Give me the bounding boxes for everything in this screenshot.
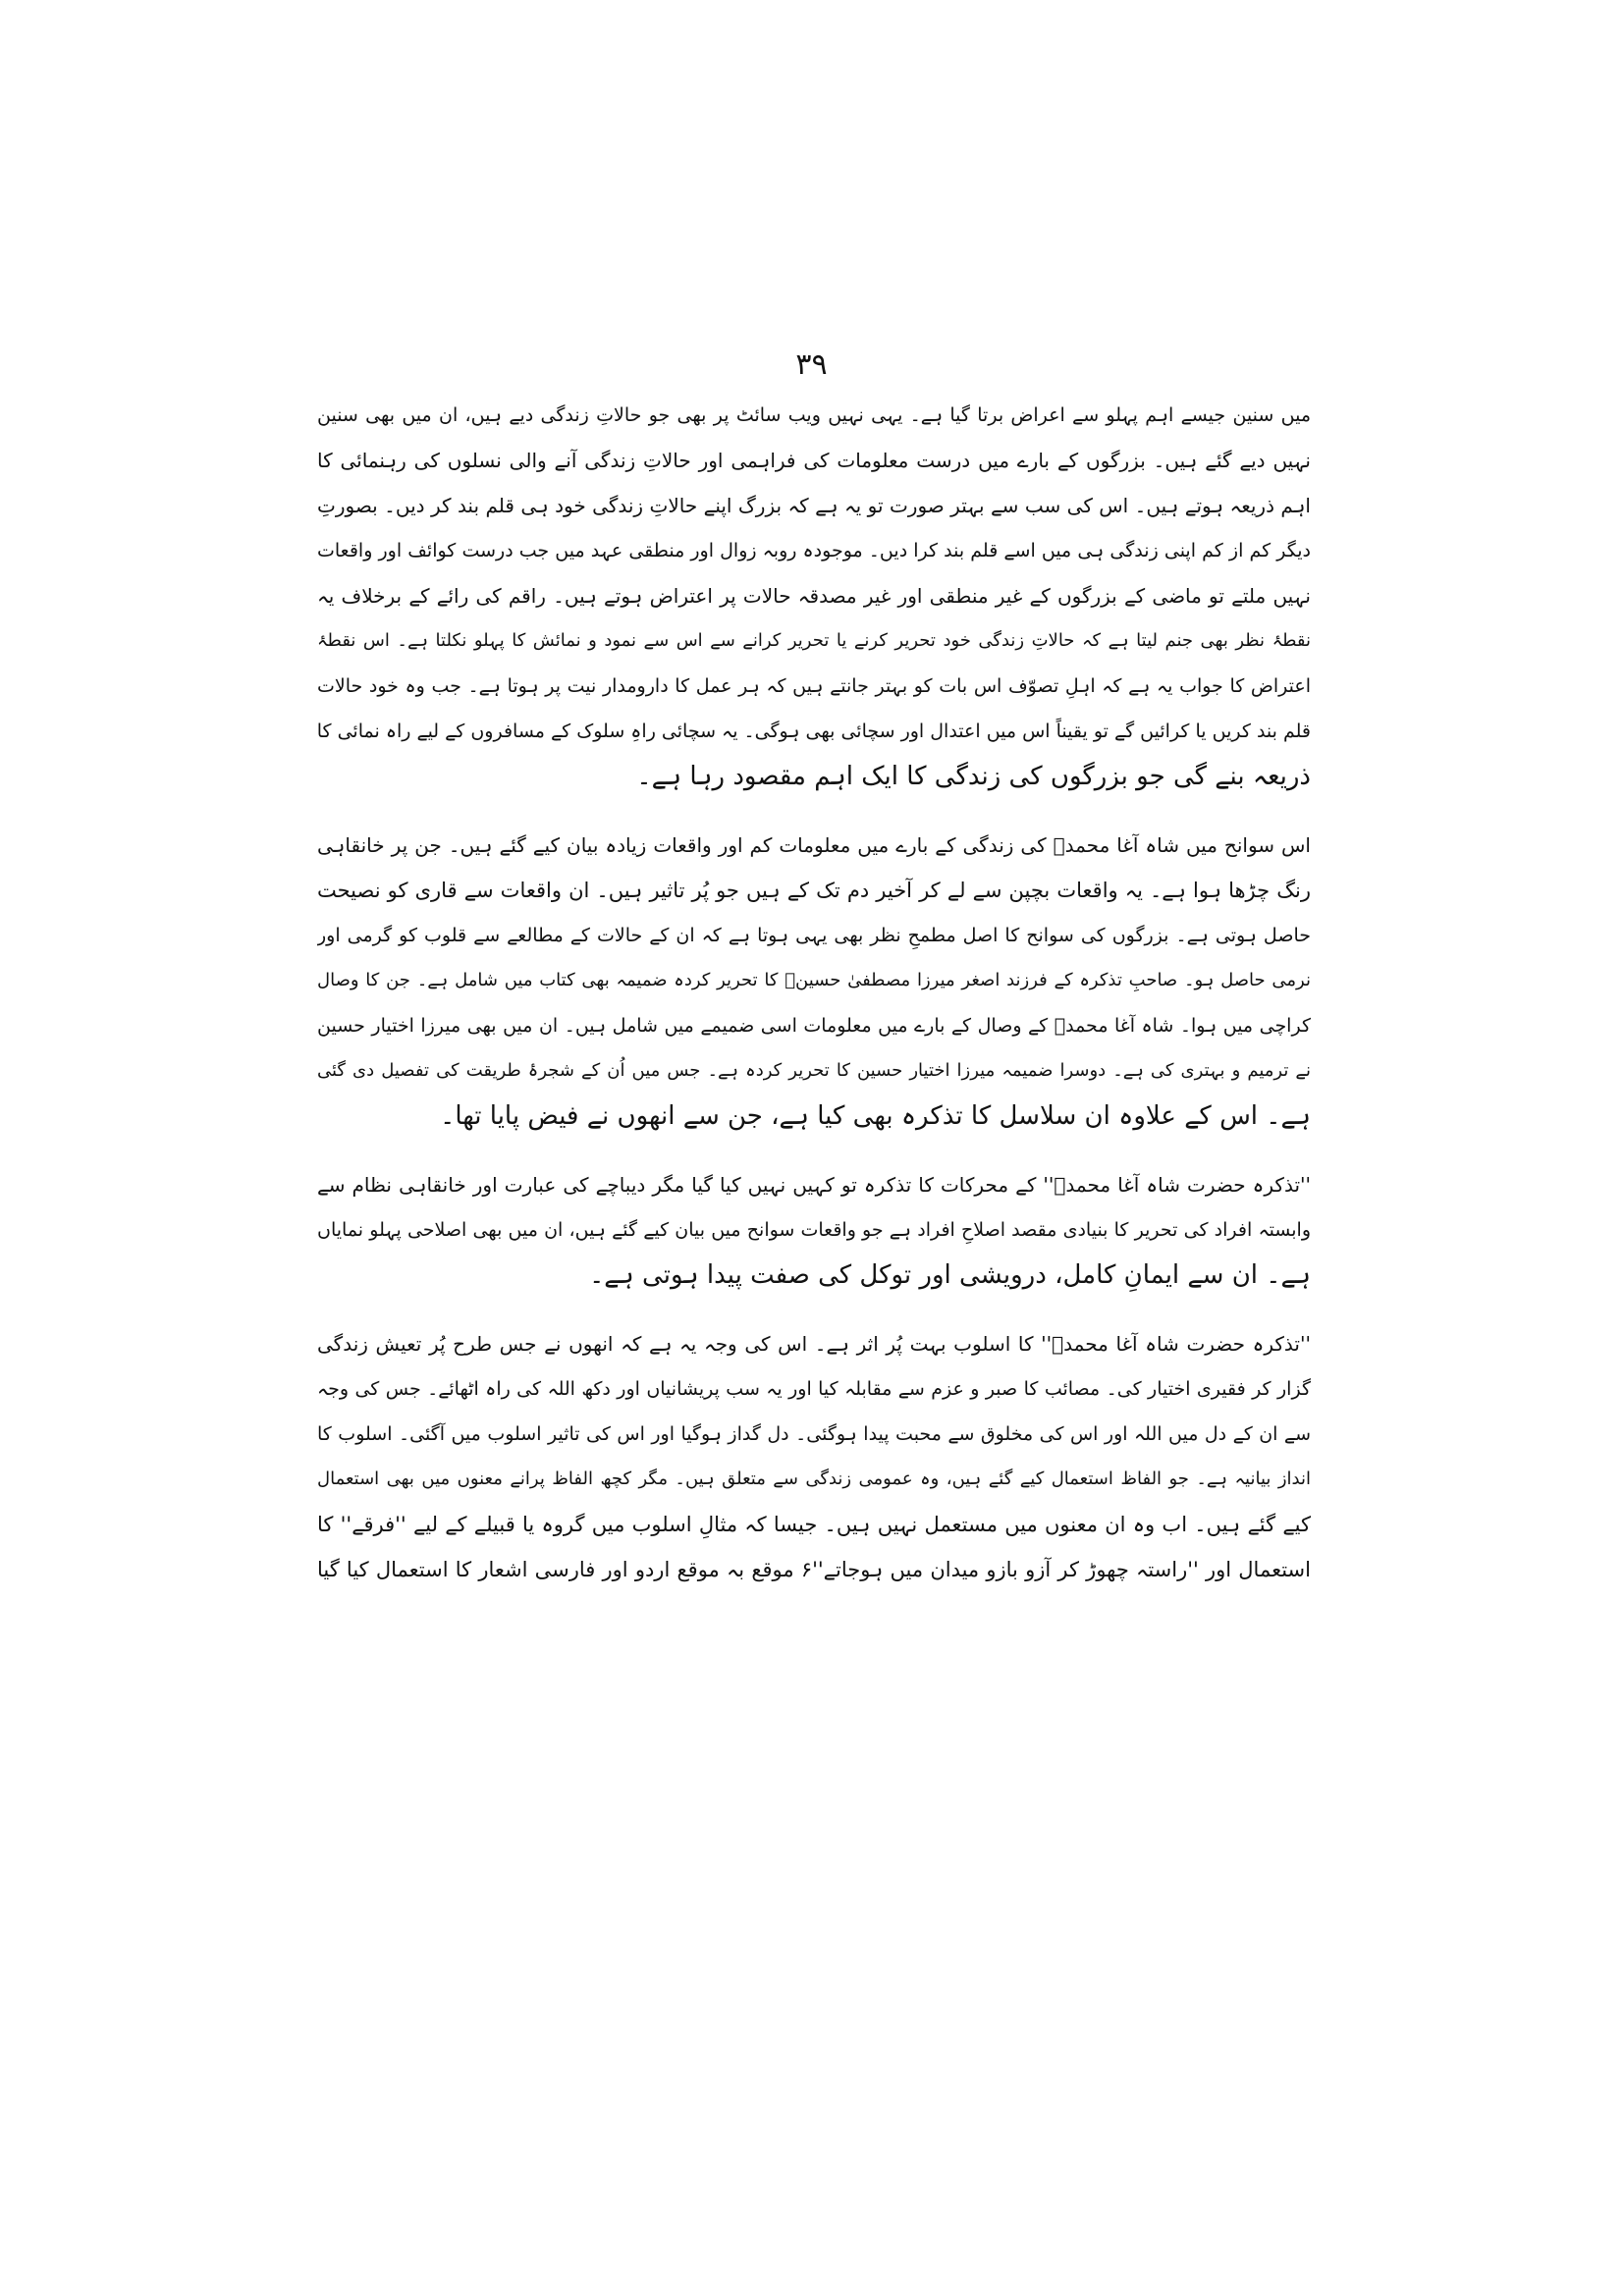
- text-line: نقطۂ نظر بھی جنم لیتا ہے کہ حالاتِ زندگی خود تحریر کرنے یا تحریر کرانے سے اس سے نمود و نمائش کا پہلو نکلتا ہے۔ اس نقطۂ: [317, 630, 1311, 651]
- paragraph-gap: [317, 1139, 1311, 1162]
- text-line: سے ان کے دل میں اللہ اور اس کی مخلوق سے محبت پیدا ہوگئی۔ دل گداز ہوگیا اور اس کی تاثیر اسلوب میں آگئی۔ اسلوب کا: [317, 1423, 1311, 1445]
- text-line: دیگر کم از کم اپنی زندگی ہی میں اسے قلم بند کرا دیں۔ موجودہ روبہ زوال اور منطقی عہد میں جب درست کوائف اور واقعات: [317, 540, 1311, 561]
- paragraph-1: [317, 393, 1311, 799]
- text-line: ہے۔ اس کے علاوہ ان سلاسل کا تذکرہ بھی کیا ہے، جن سے انھوں نے فیض پایا تھا۔: [440, 1101, 1311, 1131]
- text-line: ''تذکرہ حضرت شاہ آغا محمدؒ'' کا اسلوب بہت پُر اثر ہے۔ اس کی وجہ یہ ہے کہ انھوں نے جس طرح پُر تعیش زندگی: [317, 1332, 1311, 1356]
- text-line: نہیں ملتے تو ماضی کے بزرگوں کے غیر منطقی اور غیر مصدقہ حالات پر اعتراض ہوتے ہیں۔ راقم کی رائے کے برخلاف یہ: [317, 584, 1311, 608]
- paragraph-gap: [317, 1298, 1311, 1321]
- text-line: گزار کر فقیری اختیار کی۔ مصائب کا صبر و عزم سے مقابلہ کیا اور یہ سب پریشانیاں اور دکھ اللہ کی راہ اٹھائے۔ جس کی وجہ: [317, 1378, 1311, 1400]
- text-line: کراچی میں ہوا۔ شاہ آغا محمدؒ کے وصال کے بارے میں معلومات اسی ضمیمے میں شامل ہیں۔ ان میں بھی میرزا اختیار حسین: [317, 1015, 1311, 1037]
- text-line: ہے۔ ان سے ایمانِ کامل، درویشی اور توکل کی صفت پیدا ہوتی ہے۔: [589, 1260, 1311, 1290]
- text-line: وابستہ افراد کی تحریر کا بنیادی مقصد اصلاحِ افراد ہے جو واقعات سوانح میں بیان کیے گئے ہیں، ان میں بھی اصلاحی پہلو نمایاں: [317, 1219, 1311, 1241]
- paragraph-2: [317, 823, 1311, 1139]
- paragraph-3: [317, 1162, 1311, 1298]
- text-line: اہم ذریعہ ہوتے ہیں۔ اس کی سب سے بہتر صورت تو یہ ہے کہ بزرگ اپنے حالاتِ زندگی خود ہی قلم بند کر دیں۔ بصورتِ: [317, 494, 1311, 517]
- paragraph-gap: [317, 799, 1311, 823]
- text-line: استعمال اور ''راستہ چھوڑ کر آزو بازو میدان میں ہوجاتے''۶ موقع بہ موقع اردو اور فارسی اشعار کا استعمال کیا گیا: [317, 1558, 1311, 1581]
- text-line: میں سنین جیسے اہم پہلو سے اعراض برتا گیا ہے۔ یہی نہیں ویب سائٹ پر بھی جو حالاتِ زندگی دیے ہیں، ان میں بھی سنین: [317, 404, 1311, 426]
- text-line: انداز بیانیہ ہے۔ جو الفاظ استعمال کیے گئے ہیں، وہ عمومی زندگی سے متعلق ہیں۔ مگر کچھ الفاظ پرانے معنوں میں بھی استعمال: [317, 1468, 1311, 1489]
- page-number: ۳۹: [795, 347, 828, 382]
- text-line: اعتراض کا جواب یہ ہے کہ اہلِ تصوّف اس بات کو بہتر جانتے ہیں کہ ہر عمل کا دارومدار نیت پر ہوتا ہے۔ جب وہ خود حالات: [317, 675, 1311, 697]
- text-line: ذریعہ بنے گی جو بزرگوں کی زندگی کا ایک اہم مقصود رہا ہے۔: [636, 762, 1311, 791]
- text-line: اس سوانح میں شاہ آغا محمدؒ کی زندگی کے بارے میں معلومات کم اور واقعات زیادہ بیان کیے گئے ہیں۔ جن پر خانقاہی: [317, 833, 1311, 857]
- text-line: رنگ چڑھا ہوا ہے۔ یہ واقعات بچپن سے لے کر آخیر دم تک کے ہیں جو پُر تاثیر ہیں۔ ان واقعات سے قاری کو نصیحت: [317, 879, 1311, 902]
- text-line: نے ترمیم و بہتری کی ہے۔ دوسرا ضمیمہ میرزا اختیار حسین کا تحریر کردہ ہے۔ جس میں اُن کے شجرۂ طریقت کی تفصیل دی گئی: [317, 1060, 1311, 1081]
- text-line: نہیں دیے گئے ہیں۔ بزرگوں کے بارے میں درست معلومات کی فراہمی اور حالاتِ زندگی آنے والی نسلوں کی رہنمائی کا: [317, 449, 1311, 472]
- text-line: ''تذکرہ حضرت شاہ آغا محمدؒ'' کے محرکات کا تذکرہ تو کہیں نہیں کیا گیا مگر دیباچے کی عبارت اور خانقاہی نظام سے: [317, 1173, 1311, 1197]
- text-line: نرمی حاصل ہو۔ صاحبِ تذکرہ کے فرزند اصغر میرزا مصطفیٰ حسینؒ کا تحریر کردہ ضمیمہ بھی کتاب میں شامل ہے۔ جن کا وصال: [317, 970, 1311, 990]
- text-line: حاصل ہوتی ہے۔ بزرگوں کی سوانح کا اصل مطمحِ نظر بھی یہی ہوتا ہے کہ ان کے حالات کے مطالعے سے قلوب کو گرمی اور: [317, 925, 1311, 946]
- paragraph-4: [317, 1321, 1311, 1592]
- text-line: قلم بند کریں یا کرائیں گے تو یقیناً اس میں اعتدال اور سچائی بھی ہوگی۔ یہ سچائی راہِ سلوک کے مسافروں کے لیے راہ نمائی کا: [317, 721, 1311, 742]
- body-text: [317, 393, 1311, 1592]
- text-line: کیے گئے ہیں۔ اب وہ ان معنوں میں مستعمل نہیں ہیں۔ جیسا کہ مثالِ اسلوب میں گروہ یا قبیلے کے لیے ''فرقے'' کا: [317, 1513, 1311, 1536]
